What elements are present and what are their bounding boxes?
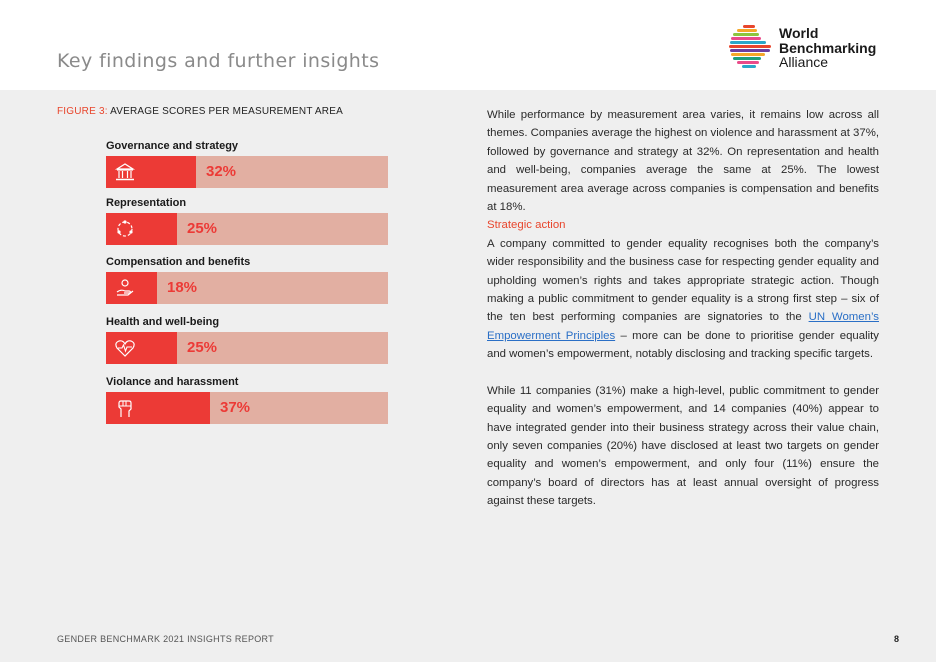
bar	[106, 213, 177, 245]
bar-group	[106, 254, 388, 304]
bar-group	[106, 314, 388, 364]
paragraph-strategic-action	[487, 235, 879, 364]
wba-logo	[729, 24, 889, 72]
heartbeat-icon	[114, 337, 136, 359]
logo-line-alliance: Alliance	[779, 54, 829, 70]
hand-coins-icon	[114, 277, 136, 299]
logo-line-world: World	[779, 25, 819, 41]
paragraph-text: A company committed to gender equality recognises both the company’s wider responsibility and the business case for respecting gender equality and upholding women’s rights and takes appropriate strategic action. Though making a public commitment to gender equality is a strong first step – six of the ten best performing companies are signatories to the	[487, 237, 879, 324]
bar-category-label: Representation	[106, 197, 187, 209]
bar	[106, 332, 177, 364]
body-text-column	[487, 106, 879, 511]
institution-icon	[114, 161, 136, 183]
bar-category-label: Compensation and benefits	[106, 256, 251, 268]
raised-fist-icon	[114, 397, 136, 419]
wba-logo-text	[779, 26, 876, 70]
section-heading-strategic-action: Strategic action	[487, 219, 566, 232]
figure-number: FIGURE 3:	[57, 106, 108, 117]
bar	[106, 392, 210, 424]
page-number: 8	[894, 634, 900, 644]
bar-value-label: 32%	[206, 163, 237, 180]
figure-caption	[57, 106, 343, 117]
bar-category-label: Health and well-being	[106, 316, 220, 328]
people-circle-icon	[114, 218, 136, 240]
bar-value-label: 18%	[167, 279, 198, 296]
logo-line-benchmarking: Benchmarking	[779, 39, 877, 56]
bar-track	[106, 332, 388, 364]
bar-track	[106, 392, 388, 424]
bar	[106, 156, 196, 188]
paragraph-commitments: While 11 companies (31%) make a high-level, public commitment to gender equality and women’s empowerment, and 14 companies (40%) appear to have integrated gender into their business strategy across their value chain, only seven companies (20%) have disclosed at least two targets on gender equality and women’s empowerment, and only four (11%) ensure the company’s board of directors has at least annual oversight of progress against these targets.	[487, 384, 879, 508]
bar-track	[106, 272, 388, 304]
bar-track	[106, 213, 388, 245]
bar-group	[106, 138, 388, 188]
bar-group	[106, 195, 388, 245]
paragraph-text: – more can be done to prioritise gender equality and women’s empowerment, notably disclosing and tracking specific targets.	[487, 329, 879, 361]
bar-group	[106, 374, 388, 424]
figure-title: AVERAGE SCORES PER MEASUREMENT AREA	[110, 106, 343, 117]
footer-report-name: GENDER BENCHMARK 2021 INSIGHTS REPORT	[57, 634, 274, 644]
bar-value-label: 37%	[220, 399, 251, 416]
bar	[106, 272, 157, 304]
page-title: Key findings and further insights	[57, 50, 380, 72]
wba-logo-mark-icon	[729, 24, 773, 70]
bar-value-label: 25%	[187, 220, 218, 237]
paragraph-performance: While performance by measurement area varies, it remains low across all themes. Companies average the highest on violence and harassment at 37%, followed by governance and strategy at 32%. On representation and health and well-being, companies average the same at 25%. The lowest measurement area average across companies is compensation and benefits at 18%.	[487, 109, 879, 214]
bar-value-label: 25%	[187, 339, 218, 356]
un-weps-link[interactable]: UN Women’s Empowerment Principles	[487, 311, 879, 342]
bar-track	[106, 156, 388, 188]
bar-category-label: Violance and harassment	[106, 376, 239, 388]
page-header	[0, 0, 936, 90]
bar-category-label: Governance and strategy	[106, 140, 239, 152]
